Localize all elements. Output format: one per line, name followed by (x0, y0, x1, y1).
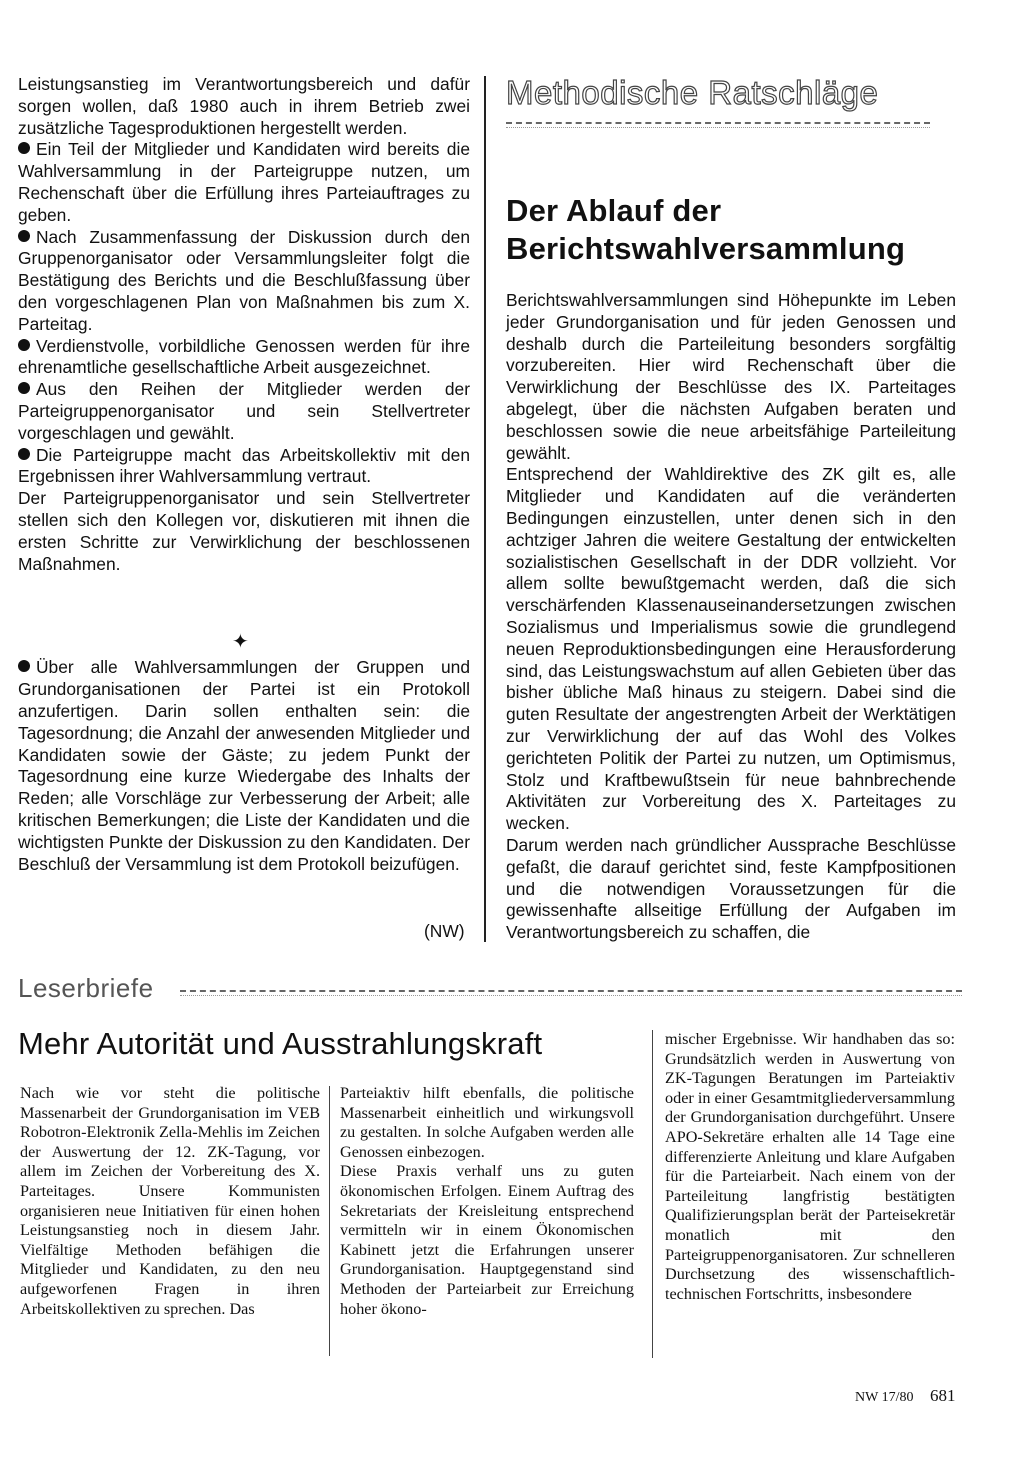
separator-star-icon: ✦ (232, 631, 249, 653)
header-divider (506, 122, 930, 128)
bullet-icon (18, 448, 30, 460)
bullet-item: Nach Zusammenfassung der Diskussion durch den Gruppenorganisator oder Versammlungsleiter folgt die Bestätigung des Berichts und die Beschlußfassung über den vorgeschlagenen Plan von Maßnahmen bis zum X. Parteitag. (18, 226, 470, 334)
letter-column-1 (20, 1084, 320, 1319)
bullet-icon (18, 339, 30, 351)
article-paragraph: Darum werden nach gründlicher Aussprache Beschlüsse gefaßt, die darauf gerichtet sind, feste Kampfpositionen und die notwendigen Voraussetzungen für die gewissenhafte allseitige Erfüllung der Aufgaben im Verantwortungsbereich zu schaffen, die (506, 834, 956, 943)
left-intro-paragraph: Leistungsanstieg im Verantwortungsbereich und dafür sorgen wollen, daß 1980 auch in ihrem Betrieb zwei zusätzliche Tagesproduktionen hergestellt werden. (18, 74, 470, 138)
protocol-paragraph: Über alle Wahlversammlungen der Gruppen und Grundorganisationen der Partei ist ein Protokoll anzufertigen. Darin sollen enthalten sein: die Tagesordnung; die Anzahl der anwesenden Mitglieder und Kandidaten sowie der Gäste; zu jedem Punkt der Tagesordnung eine kurze Wiedergabe des Inhalts der Reden; alle Vorschläge zur Verbesserung der Arbeit; alle kritischen Bemerkungen; die Liste der Kandidaten und die wichtigsten Punkte der Diskussion zu den Kandidaten. Der Beschluß der Versammlung ist dem Protokoll beizufügen. (18, 657, 470, 874)
bullet-icon (18, 142, 30, 154)
letter-column-3 (665, 1030, 955, 1304)
letter-column-2 (340, 1084, 634, 1319)
bullet-icon (18, 660, 30, 672)
article-paragraph: Entsprechend der Wahldirektive des ZK gilt es, alle Mitglieder und Kandidaten auf die veränderten Bedingungen einzustellen, unter denen sich in den achtziger Jahren die weitere Gestaltung der entwickelten sozialistischen Gesellschaft in der DDR vollzieht. Vor allem sollte bewußtgemacht werden, daß die sich verschärfenden Klassenauseinandersetzungen zwischen Sozialismus und Imperialismus sowie die grundlegend neuen Reproduktionsbedingungen eine Herausforderung sind, das Leistungswachstum auf allen Gebieten über das bisher übliche Maß hinaus zu steigern. Dabei sind die guten Resultate der angestrengten Arbeit der Werktätigen zur Verwirklichung der auf das Wohl des Volkes gerichteten Politik der Partei zu nutzen, um Optimismus, Stolz und Kraftbewußtsein für neue bahnbrechende Aktivitäten zur Vorbereitung des X. Parteitages zu wecken. (506, 464, 956, 834)
bullet-item: Verdienstvolle, vorbildliche Genossen werden für ihre ehrenamtliche gesellschaftliche Arbeit ausgezeichnet. (18, 335, 470, 378)
bullet-item: Aus den Reihen der Mitglieder werden der Parteigruppenorganisator und sein Stellvertreter vorgeschlagen und gewählt. (18, 379, 470, 443)
letter-paragraph: mischer Ergebnisse. Wir handhaben das so: Grundsätzlich werden in Auswertung von ZK-Tagungen Beratungen im Parteiaktiv oder in einer Gesamtmitgliederversammlung der Grundorganisation durchgeführt. Unsere APO-Sekretäre erhalten alle 14 Tage eine differenzierte Anleitung und klare Aufgaben für die Parteiarbeit. Nach einem von der Parteileitung langfristig bestätigten Qualifizierungsplan berät der Parteisekretär monatlich mit den Parteigruppenorganisatoren. Zur schnelleren Durchsetzung des wissenschaftlich-technischen Fortschritts, insbesondere (665, 1030, 955, 1303)
bullet-icon (18, 382, 30, 394)
section-header: Methodische Ratschläge (506, 74, 879, 111)
bullet-icon (18, 230, 30, 242)
letter-column-divider (652, 1030, 653, 1358)
letter-headline: Mehr Autorität und Ausstrahlungskraft (18, 1026, 543, 1061)
issue-reference: NW 17/80 (855, 1390, 914, 1405)
left-column (18, 74, 470, 875)
right-column (506, 290, 956, 944)
bullet-item: Ein Teil der Mitglieder und Kandidaten wird bereits die Wahlversammlung in der Parteigruppe nutzen, um Rechenschaft über die Erfüllung ihres Parteiauftrages zu geben. (18, 139, 470, 225)
article-headline: Der Ablauf der Berichtswahlversammlung (506, 193, 906, 266)
column-divider (484, 76, 486, 942)
left-closing-paragraph: Der Parteigruppenorganisator und sein Stellvertreter stellen sich den Kollegen vor, diskutieren mit ihnen die ersten Schritte zur Verwirklichung der beschlossenen Maßnahmen. (18, 488, 470, 574)
article-paragraph: Berichtswahlversammlungen sind Höhepunkte im Leben jeder Grundorganisation und für jeden Genossen und deshalb durch die Parteileitung besonders sorgfältig vorzubereiten. Hier wird Rechenschaft über die Verwirklichung der Beschlüsse des IX. Parteitages abgelegt, über die nächsten Aufgaben beraten und beschlossen sowie die neue arbeitsfähige Parteileitung gewählt. (506, 290, 956, 463)
letter-paragraph: Diese Praxis verhalf uns zu guten ökonomischen Erfolgen. Einem Auftrag des Sekretariats der Kreisleitung entsprechend vermitteln wir in einem Ökonomischen Kabinett jetzt die Erfahrungen unserer Grundorganisation. Hauptgegenstand sind Methoden der Parteiarbeit zur Erreichung hoher ökono- (340, 1162, 634, 1318)
letter-paragraph: Nach wie vor steht die politische Massenarbeit der Grundorganisation im VEB Robotron-Elektronik Zella-Mehlis im Zeichen der Auswertung der 12. ZK-Tagung, vor allem im Zeichen der Vorbereitung des X. Parteitages. Unsere Kommunisten organisieren neue Initiativen für einen hohen Leistungsanstieg noch in diesem Jahr. Vielfältige Methoden befähigen die Mitglieder und Kandidaten, zu den neu aufgeworfenen Fragen in ihren Arbeitskollektiven zu sprechen. Das (20, 1084, 320, 1318)
letter-paragraph: Parteiaktiv hilft ebenfalls, die politische Massenarbeit einheitlich und wirkungsvoll zu gestalten. In solche Aufgaben werden alle Genossen einbezogen. (340, 1084, 634, 1161)
page-number: 681 (930, 1386, 956, 1405)
author-signature: (NW) (424, 921, 465, 941)
letters-header-divider (180, 990, 962, 996)
letter-column-divider (329, 1086, 330, 1356)
letters-section-header: Leserbriefe (18, 973, 154, 1003)
bullet-item: Die Parteigruppe macht das Arbeitskollektiv mit den Ergebnissen ihrer Wahlversammlung vertraut. (18, 444, 470, 487)
